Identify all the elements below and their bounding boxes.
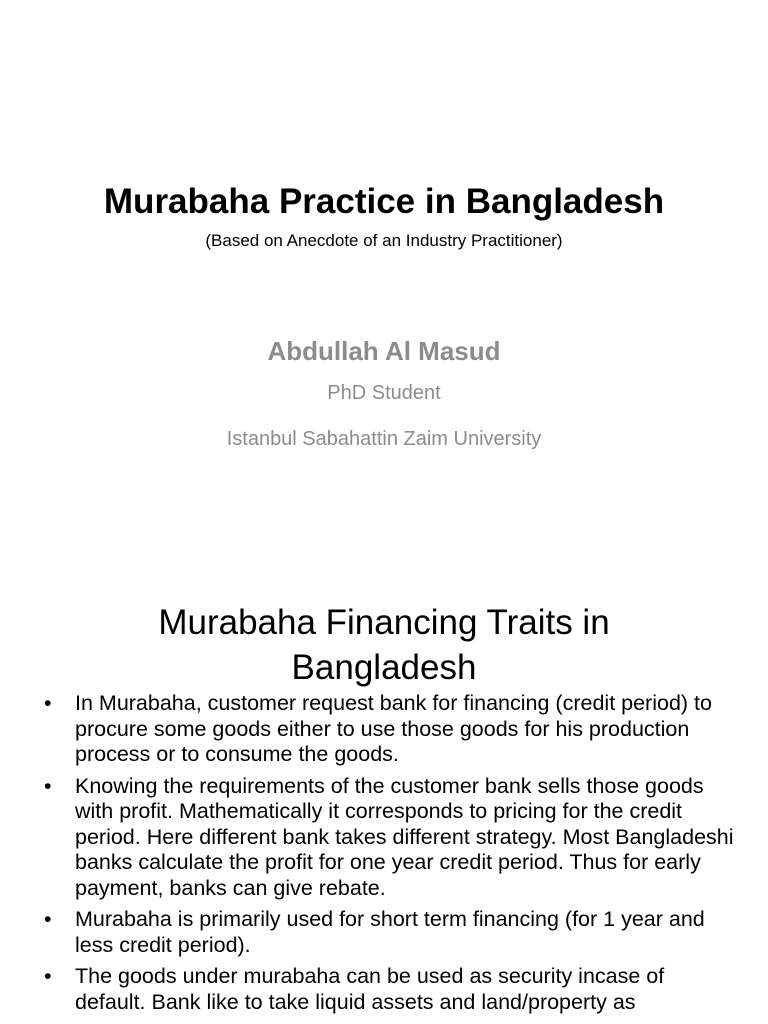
bullet-text: Knowing the requirements of the customer bank sells those goods with profit. Mathematically it corresponds to pricing for the credit period. Here different bank takes different strategy. Most Bangladeshi banks calculate the profit for one year credit period. Thus for early payment, banks can give rebate.	[75, 773, 734, 900]
bullet-list	[44, 691, 734, 1021]
presentation-subtitle: (Based on Anecdote of an Industry Practitioner)	[205, 231, 563, 250]
presentation-title: Murabaha Practice in Bangladesh	[103, 182, 665, 221]
content-slide	[0, 576, 768, 1024]
author-name: Abdullah Al Masud	[267, 336, 501, 366]
bullet-marker: •	[44, 907, 52, 931]
bullet-item	[44, 907, 734, 958]
bullet-text: In Murabaha, customer request bank for financing (credit period) to procure some goods either to use those goods for his production process or to consume the goods.	[75, 691, 712, 766]
slide-title-line-1: Murabaha Financing Traits in	[158, 603, 610, 642]
bullet-text: Murabaha is primarily used for short term financing (for 1 year and less credit period).	[75, 907, 705, 957]
bullet-text: The goods under murabaha can be used as security incase of default. Bank like to take liquid assets and land/property as	[75, 964, 665, 1014]
bullet-marker: •	[44, 964, 52, 988]
bullet-item	[44, 774, 734, 902]
slide-title	[0, 600, 768, 690]
author-affiliation: Istanbul Sabahattin Zaim University	[226, 428, 542, 450]
bullet-item	[44, 964, 734, 1015]
author-role: PhD Student	[327, 382, 441, 404]
bullet-item	[44, 691, 734, 768]
bullet-marker: •	[44, 773, 52, 798]
slide-title-line-2: Bangladesh	[291, 648, 477, 687]
bullet-marker: •	[44, 691, 52, 715]
